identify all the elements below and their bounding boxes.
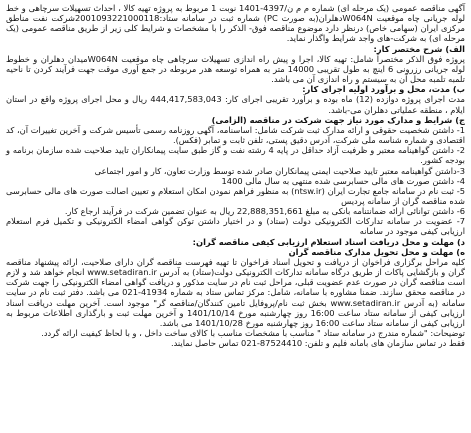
requirement-item: 3-داشتن گواهینامه معتبر تایید صلاحیت ایمنی پیمانکاران صادر شده توسط وزارت تعاون، کار و امور اجتماعی [94, 165, 465, 176]
scope-paragraph: پروژه فوق الذکر مختصراً شامل: تهیه کالا، اجرا و پیش راه اندازی تسهیلات سرچاهی چاه موقعیت W064Nمیدان دهلران و خطوط لوله جریانی رزرونی 6 اینچ به طول تقریبی 14000 متر به همراه توسعه هدر مربوطه در جمع آوری موقت جهت فرآیند کردن تا ناحیه تلمبه تلمبه محل آن به سیستم و راه اندازی آن می باشد. [6, 53, 465, 85]
notice-header-paragraph: آگهی مناقصه عمومی (یک مرحله ای) شماره م م ن/4397-1401 نوبت 1 مربوط به پروژه تهیه کالا ، احداث تسهیلات سرچاهی و خط لوله جریانی چاه موقعیت W064Nدهلران(به صورت PC) شماره ثبت در سامانه ستاد:2001093221000118شرکت نفت مناطق مرکزی ایران (سهامی خاص) درنظر دارد موضوع مناقصه فوق- الذکر را با مشخصات و شرایط کلی زیر از طریق مناقصه عمومی (یک مرحله ای) به شرکت-های واجد شرایط واگذار نماید. [6, 3, 466, 44]
note-paragraph: توضیحات: "شماره مندرج در سامانه ستاد " مناسب با مشخصات مناسب با کالای ساخت داخل ، و با لحاظ کیفیت ارائه گردد. [41, 328, 465, 338]
procedure-paragraph: کلیه مراحل برگزاری فراخوان از دریافت و تحویل اسناد فراخوان تا تهیه فهرست مناقصه گران دارای صلاحیت، ارائه پیشنهاد مناقصه گران و بازگشایی پاکات از طریق درگاه سامانه تدارکات الکترونیکی دولت(ستاد) به آدرس www.setadiran.ir انجام خواهد شد و لازم است مناقصه گران در صورت عدم عضویت قبلی، مراحل ثبت نام در سایت مذکور و دریافت گواهی امضاء الکترونیکی را جهت شرکت در مناقصه محقق سازند. ضمنا مشاوره با سامانه، شامل: مرکز تماس ستاد به شماره 41934-021 می باشد. دفتر ثبت نام در سایت سامانه (به آدرس www.setadiran.ir بخش ثبت نام/پروفایل تامین کنندگان/مناقصه گر" موجود است. آخرین مهلت دریافت اسناد ارزیابی کیفی از سامانه ستاد ساعت 16:00 روز چهارشنبه مورخ 1401/10/14 و آخرین مهلت ثبت و بارگذاری اطلاعات مربوط به ارزیابی کیفی از سامانه ستاد ساعت 16:00 روز چهارشنبه مورخ 1401/10/28 می باشد. [6, 256, 465, 328]
requirement-item: 2- داشتن گواهینامه معتبر و ظرفیت آزاد حداقل در پایه 4 رشته نفت و گاز طبق سایت پیمانکاران تایید صلاحیت شده سازمان برنامه و بودجه کشور. [6, 145, 466, 166]
section-dal-heading: د) مهلت و محل دریافت اسناد استعلام ارزیابی کیفی مناقصه گران: [192, 236, 465, 247]
duration-estimate-paragraph: مدت اجرای پروژه دوازده (12) ماه بوده و برآورد تقریبی اجرای کار: 444,417,583,043 ریال و محل اجرای پروژه واقع در استان ایلام ، منطقه عملیاتی دهلران می-باشد. [6, 94, 465, 115]
section-jim-heading: ج) شرایط و مدارک مورد نیاز جهت شرکت در مناقصه (الزامی) [211, 114, 465, 125]
requirement-item: 7- عضویت در سامانه تدارکات الکترونیکی دولت (ستاد) و در اختیار داشتن توکن گواهی امضاء الکترونیکی و تکمیل فرم استعلام ارزیابی کیفی موجود در سامانه [6, 216, 465, 237]
requirement-item: 6- داشتن توانائی ارائه ضمانتنامه بانکی به مبلغ 22,888,351,661 ریال به عنوان تضمین شرکت در فرآیند ارجاع کار. [64, 206, 465, 217]
contact-paragraph: فقط در تماس سازمان های بامانه فلیم و تلفن: 87524410-021 تماس حاصل نمایند. [170, 338, 465, 349]
section-alef-heading: الف) شرح مختصر کار: [373, 43, 465, 54]
section-be-heading: ب) مدت، محل و برآورد اولیه اجرای کار: [302, 84, 465, 95]
requirement-item: 1- داشتن شخصیت حقوقی و ارائه مدارک ثبت شرکت شامل: اساسنامه، آگهی روزنامه رسمی تأسیس شرکت و آخرین تغییرات آن، کد اقتصادی و شماره شناسه ملی شرکت، آدرس دقیق پستی، تلفن ثابت و تمابر (فکس). [6, 124, 465, 146]
requirement-item: 4- داشتن صورت های مالی حسابرسی شده منتهی به سال مالی 1400 [221, 175, 465, 186]
requirement-item: 5- ثبت نام در سامانه جامع تجارت ایران (ntsw.ir) به منظور فراهم نمودن امکان استعلام و تعیین اصالت صورت های مالی حسابرسی شده مناقصه گران از سامانه پردیس [6, 185, 465, 206]
section-he-heading: ه) مهلت و محل تحویل مدارک مناقصه گران [288, 246, 465, 257]
